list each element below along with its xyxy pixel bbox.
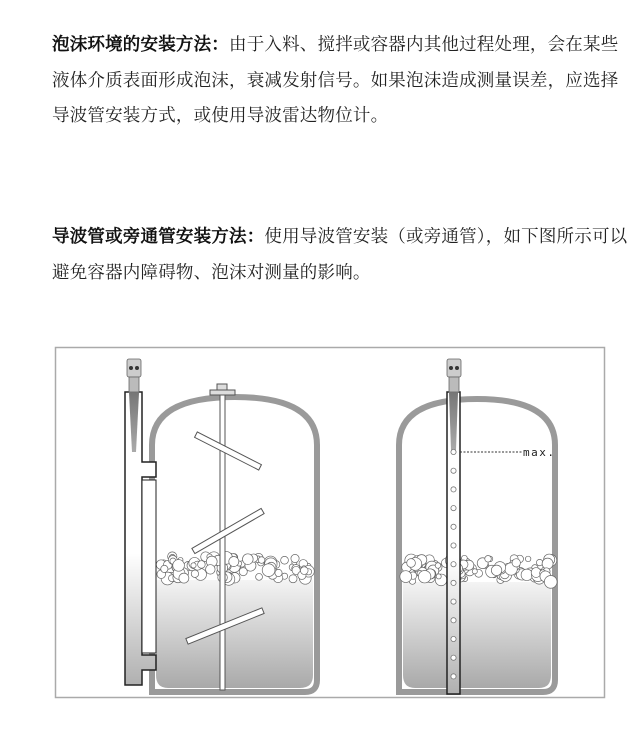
pipe-hole [451, 674, 456, 679]
foam-bubble [400, 571, 412, 583]
foam-bubble [256, 573, 263, 580]
pipe-hole [451, 524, 456, 529]
foam-bubble [291, 554, 299, 562]
foam-bubble [179, 573, 189, 583]
pipe-installation-heading: 导波管或旁通管安装方法： [52, 227, 265, 247]
pipe-hole [451, 543, 456, 548]
pipe-hole [451, 506, 456, 511]
foam-bubble [198, 561, 206, 569]
max-level-label: max. [523, 446, 556, 459]
pipe-hole [451, 636, 456, 641]
foam-bubble [436, 574, 441, 579]
foam-bubble [512, 559, 520, 567]
foam-bubble [191, 570, 198, 577]
radar-sensor [127, 359, 141, 392]
foam-bubble [418, 570, 430, 582]
foam-bubble [521, 569, 532, 580]
pipe-hole [451, 562, 456, 567]
foam-bubble [485, 556, 492, 563]
foam-bubble [239, 568, 247, 576]
agitator-flange [210, 390, 235, 395]
foam-bubble [544, 576, 557, 589]
tank-with-stilling-well [399, 359, 557, 694]
foam-bubble [491, 565, 501, 575]
foam-bubble [435, 563, 441, 569]
pipe-installation-body: 使用导波管安装（或旁通管），如下图所示可以避免容器内障碍物、泡沫对测量的影响。 [52, 227, 628, 283]
radar-sensor [447, 359, 461, 392]
agitator-shaft [220, 395, 225, 690]
foam-installation-body: 由于入料、搅拌或容器内其他过程处理，会在某些液体介质表面形成泡沫，衰减发射信号。如果泡沫造成测量误差，应选择导波管安装方式，或使用导波雷达物位计。 [52, 35, 619, 126]
pipe-hole [451, 468, 456, 473]
foam-bubble [407, 559, 416, 568]
foam-installation-heading: 泡沫环境的安装方法： [52, 35, 229, 55]
pipe-hole [451, 655, 456, 660]
foam-bubble [542, 558, 553, 569]
foam-bubble [161, 565, 168, 572]
foam-bubble [281, 556, 289, 564]
pipe-hole [451, 599, 456, 604]
foam-bubble [206, 565, 216, 575]
foam-bubble [275, 569, 282, 576]
foam-bubble [229, 557, 239, 567]
pipe-hole [451, 449, 456, 454]
foam-bubble [173, 560, 185, 572]
foam-bubble [242, 554, 253, 565]
foam-bubble [300, 567, 308, 575]
pipe-hole [451, 487, 456, 492]
foam-bubble [191, 563, 196, 568]
pipe-hole [451, 618, 456, 623]
foam-bubble [472, 569, 477, 574]
foam-bubble [525, 556, 530, 561]
foam-bubble [289, 575, 297, 583]
foam-bubble [258, 557, 265, 564]
pipe-hole [451, 580, 456, 585]
foam-bubble [262, 564, 275, 577]
